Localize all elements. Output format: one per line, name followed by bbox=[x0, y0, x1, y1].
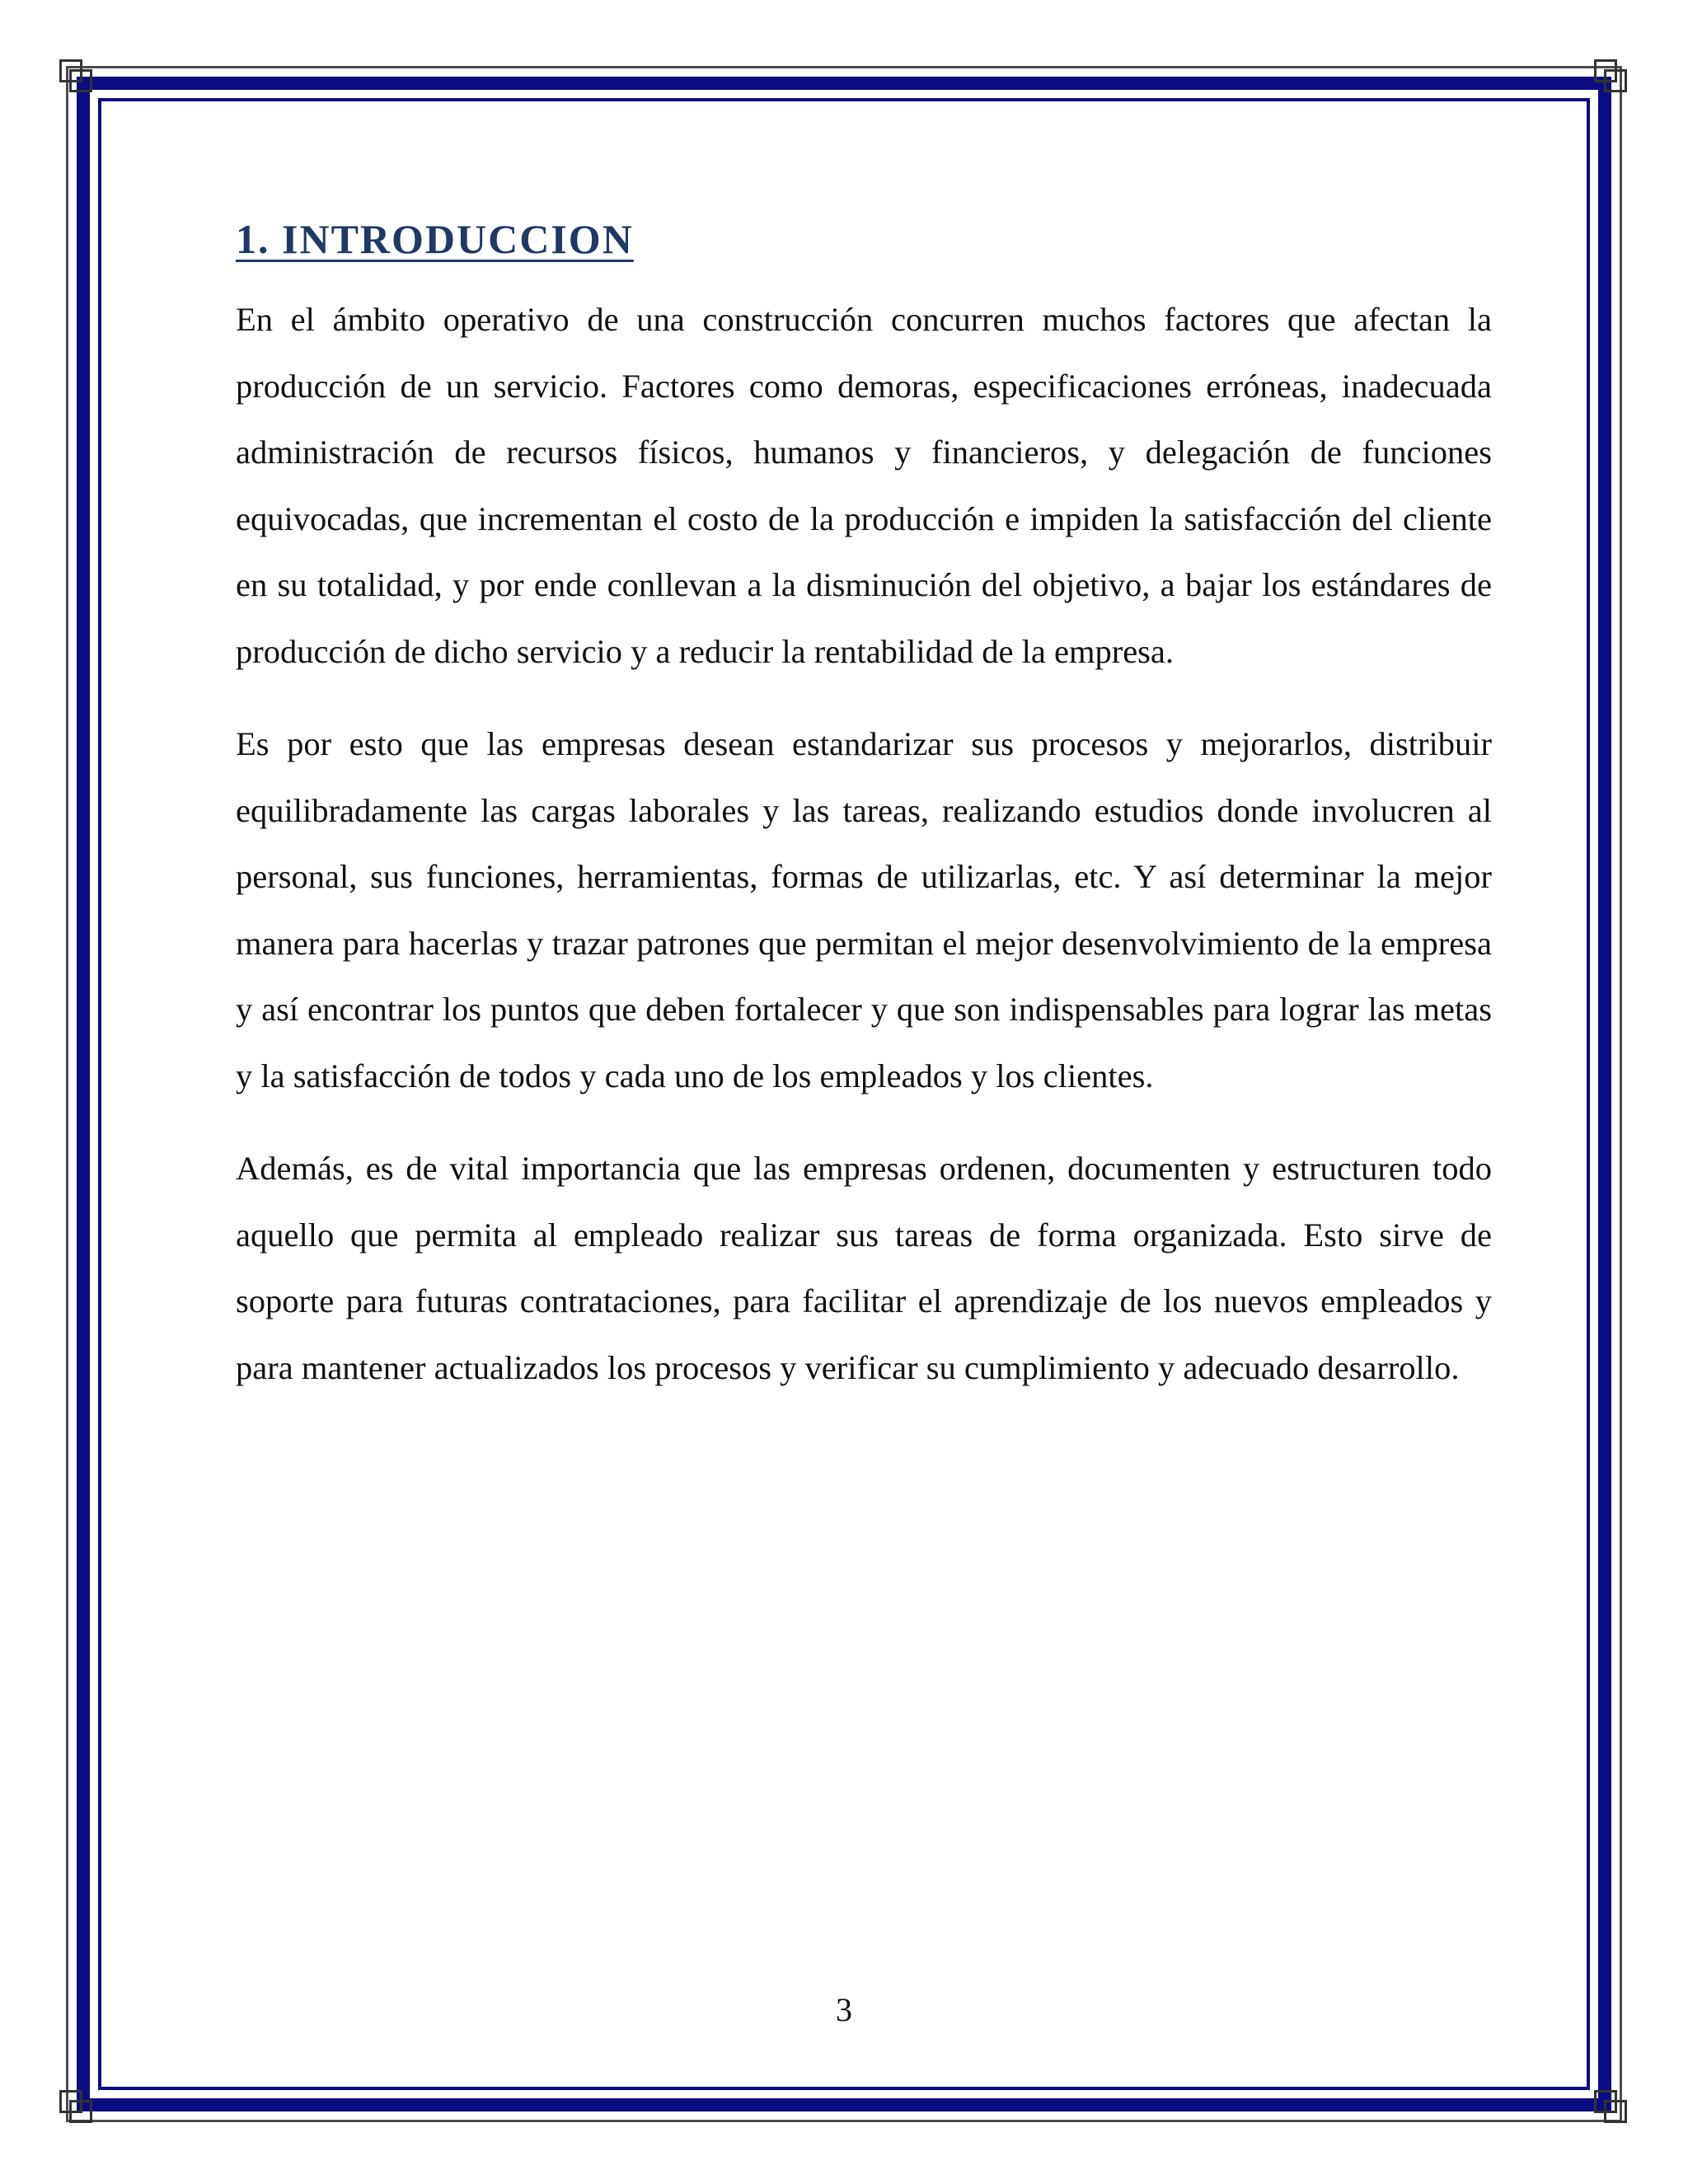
paragraph-3: Además, es de vital importancia que las empresas ordenen, documenten y estructuren todo aquello que permita al empleado realizar sus tareas de forma organizada. Esto sirve de soporte para futuras contrataciones, para facilitar el aprendizaje de los nuevos empleados y para mantener actualizados los procesos y verificar su cumplimiento y adecuado desarrollo. bbox=[236, 1150, 1492, 1386]
section-title: 1. INTRODUCCION bbox=[236, 216, 634, 262]
corner-ornament-top-right bbox=[1594, 59, 1629, 94]
page-content bbox=[236, 206, 1492, 1427]
paragraph-2: Es por esto que las empresas desean estandarizar sus procesos y mejorarlos, distribuir equilibradamente las cargas laborales y las tareas, realizando estudios donde involucren al personal, sus funciones, herramientas, formas de utilizarlas, etc. Y así determinar la mejor manera para hacerlas y trazar patrones que permitan el mejor desenvolvimiento de la empresa y así encontrar los puntos que deben fortalecer y que son indispensables para lograr las metas y la satisfacción de todos y cada uno de los empleados y los clientes. bbox=[236, 725, 1492, 1094]
corner-ornament-top-left bbox=[59, 59, 94, 94]
page-number: 3 bbox=[836, 1991, 852, 2028]
paragraph-1: En el ámbito operativo de una construcción concurren muchos factores que afectan la producción de un servicio. Factores como demoras, especificaciones erróneas, inadecuada administración de recursos físicos, humanos y financieros, y delegación de funciones equivocadas, que incrementan el costo de la producción e impiden la satisfacción del cliente en su totalidad, y por ende conllevan a la disminución del objetivo, a bajar los estándares de producción de dicho servicio y a reducir la rentabilidad de la empresa. bbox=[236, 301, 1492, 670]
corner-ornament-bottom-left bbox=[59, 2090, 94, 2125]
corner-ornament-bottom-right bbox=[1594, 2090, 1629, 2125]
